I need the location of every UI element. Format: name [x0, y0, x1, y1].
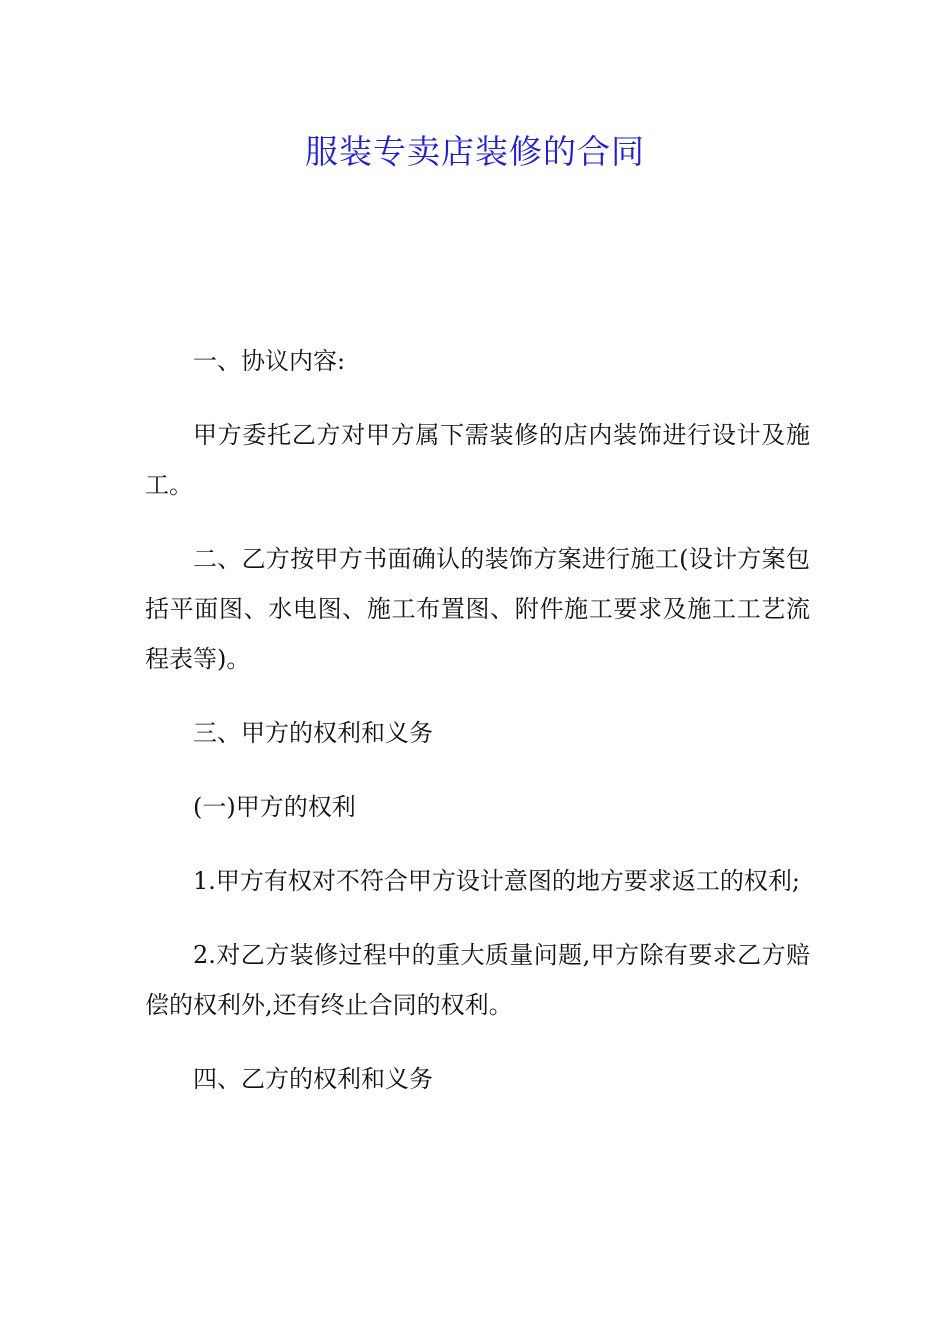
list-item-rework-right: 1.甲方有权对不符合甲方设计意图的地方要求返工的权利; [193, 867, 800, 895]
section-heading-party-b-rights-obligations: 四、乙方的权利和义务 [193, 1065, 433, 1093]
subheading-party-a-rights: (一)甲方的权利 [193, 793, 356, 821]
paragraph-construction-plan: 二、乙方按甲方书面确认的装饰方案进行施工(设计方案包括平面图、水电图、施工布置图、附件施工要求及施工工艺流程表等)。 [145, 545, 810, 673]
document-body [145, 336, 810, 1128]
list-item-termination-right: 2.对乙方装修过程中的重大质量问题,甲方除有要求乙方赔偿的权利外,还有终止合同的权利。 [145, 941, 810, 1019]
section-heading-party-a-rights-obligations: 三、甲方的权利和义务 [193, 719, 433, 747]
paragraph-commission: 甲方委托乙方对甲方属下需装修的店内装饰进行设计及施工。 [145, 421, 810, 499]
section-heading-agreement: 一、协议内容: [193, 347, 346, 375]
document-title: 服装专卖店装修的合同 [305, 132, 645, 171]
